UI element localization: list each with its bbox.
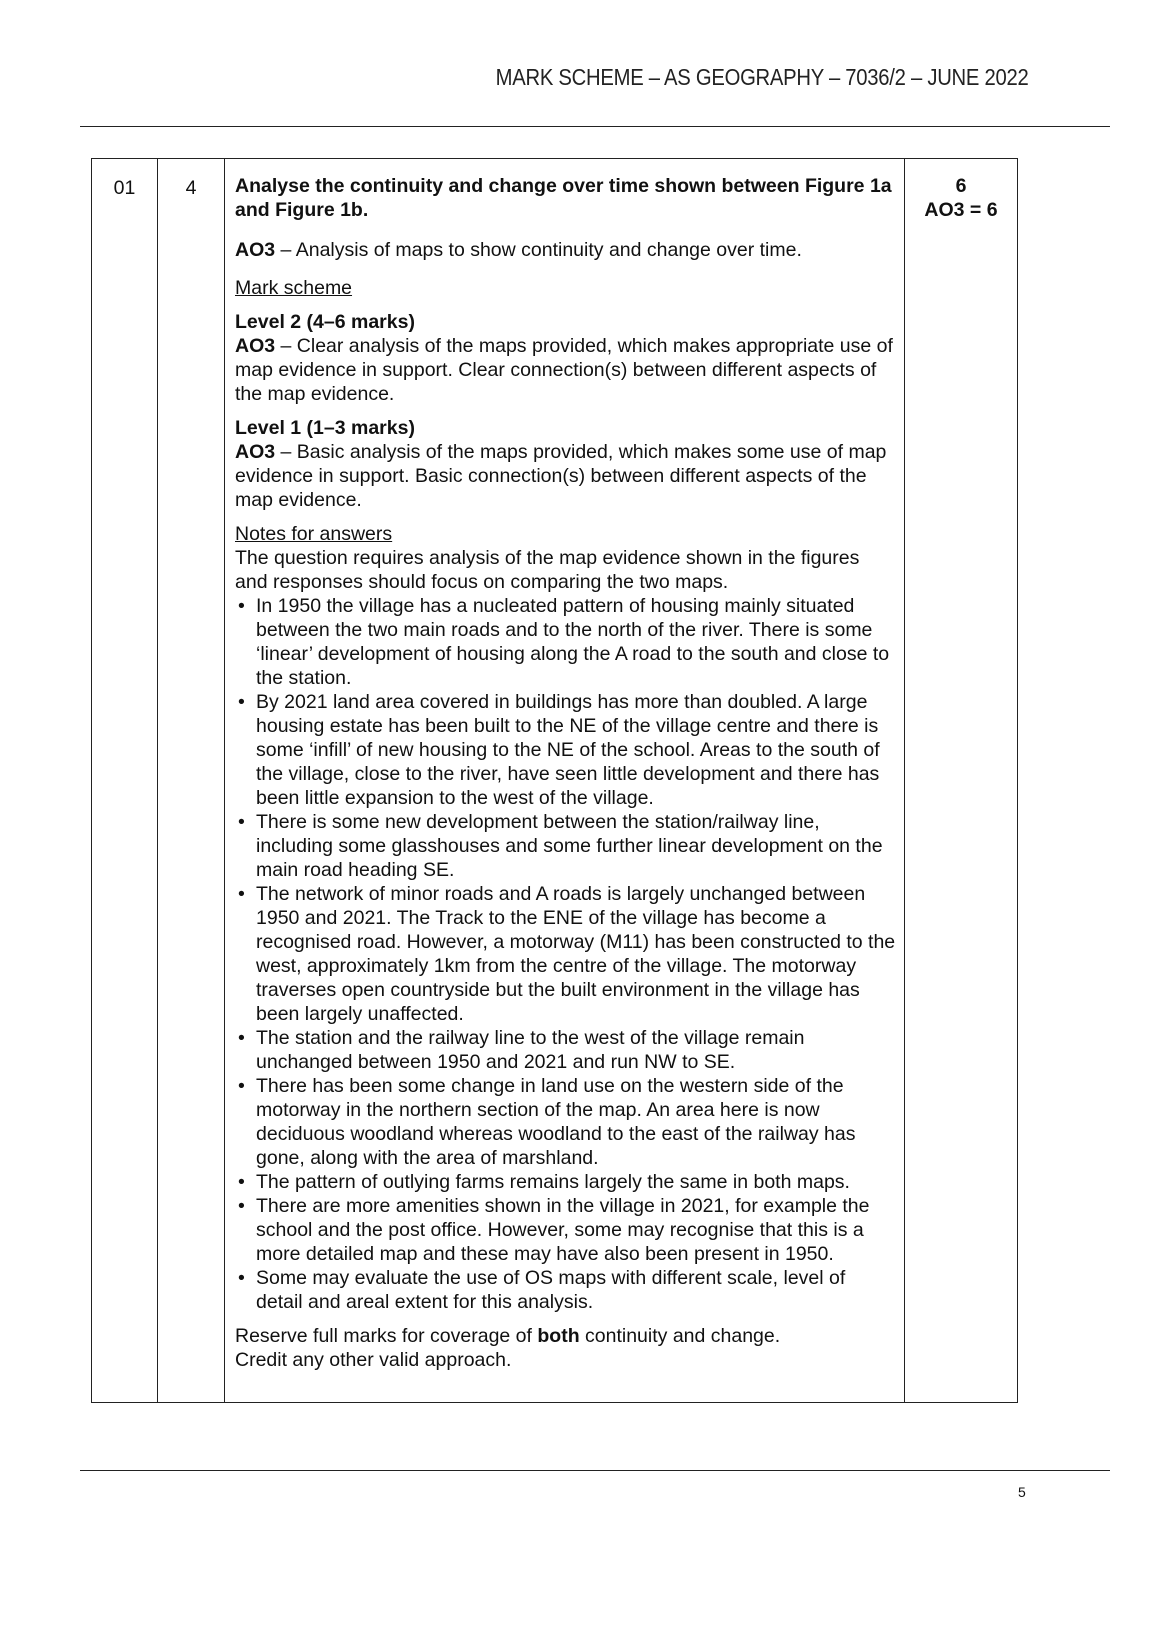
question-title: Analyse the continuity and change over time shown between Figure 1a and Figure 1b.: [235, 175, 892, 221]
header-divider: [80, 126, 1110, 127]
question-number: 01: [92, 159, 158, 1403]
notes-intro: The question requires analysis of the map evidence shown in the figures and responses should focus on comparing the two maps.: [235, 547, 860, 593]
list-item: • By 2021 land area covered in buildings has more than doubled. A large housing estate has been built to the NE of the village centre and there is some ‘infill’ of new housing to the NE of the school. Areas to the south of the village, close to the river, have seen little development and there has been little expansion to the west of the village.: [235, 690, 896, 810]
list-item: • Some may evaluate the use of OS maps with different scale, level of detail and areal extent for this analysis.: [235, 1266, 896, 1314]
page-header: MARK SCHEME – AS GEOGRAPHY – 7036/2 – JUNE 2022: [495, 64, 1028, 90]
list-item: • In 1950 the village has a nucleated pattern of housing mainly situated between the two main roads and to the north of the river. There is some ‘linear’ development of housing along the A road to the south and close to the station.: [235, 594, 896, 690]
list-item: • There has been some change in land use on the western side of the motorway in the northern section of the map. An area here is now deciduous woodland whereas woodland to the east of the railway has gone, along with the area of marshland.: [235, 1074, 896, 1170]
ao-marks: AO3 = 6: [924, 199, 998, 221]
footer-divider: [80, 1470, 1110, 1471]
ao-intro: AO3 – Analysis of maps to show continuity and change over time.: [235, 239, 802, 261]
level-1: Level 1 (1–3 marks) AO3 – Basic analysis of the maps provided, which makes some use of map evidence in support. Basic connection(s) between different aspects of the map evidence.: [235, 417, 887, 511]
list-item: • The pattern of outlying farms remains largely the same in both maps.: [235, 1170, 896, 1194]
total-marks: 6: [955, 175, 967, 197]
level-2: Level 2 (4–6 marks) AO3 – Clear analysis of the maps provided, which makes appropriate use of map evidence in support. Clear connection(s) between different aspects of the map evidence.: [235, 311, 893, 405]
closing-note: Reserve full marks for coverage of both continuity and change. Credit any other valid approach.: [235, 1325, 781, 1371]
notes-list: [235, 594, 896, 1314]
list-item: • There is some new development between the station/railway line, including some glasshouses and some further linear development on the main road heading SE.: [235, 810, 896, 882]
mark-scheme-heading: Mark scheme: [235, 277, 353, 299]
question-content: [225, 159, 905, 1403]
list-item: • The network of minor roads and A roads is largely unchanged between 1950 and 2021. The Track to the ENE of the village has become a recognised road. However, a motorway (M11) has been constructed to the west, approximately 1km from the centre of the village. The motorway traverses open countryside but the built environment in the village has been largely unaffected.: [235, 882, 896, 1026]
list-item: • The station and the railway line to the west of the village remain unchanged between 1950 and 2021 and run NW to SE.: [235, 1026, 896, 1074]
list-item: • There are more amenities shown in the village in 2021, for example the school and the post office. However, some may recognise that this is a more detailed map and these may have also been present in 1950.: [235, 1194, 896, 1266]
page-number: 5: [1018, 1484, 1026, 1500]
marks-cell: [905, 159, 1018, 1403]
mark-scheme-table: [91, 158, 1018, 1403]
question-part: 4: [158, 159, 225, 1403]
notes-heading: Notes for answers: [235, 523, 393, 545]
